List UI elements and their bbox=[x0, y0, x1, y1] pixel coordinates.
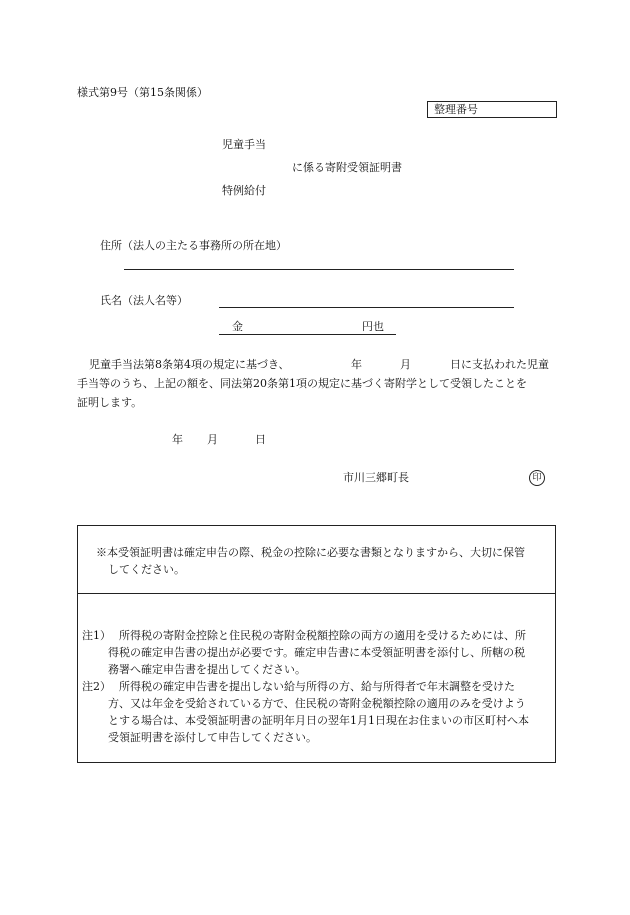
note-2-line-4: 受領証明書を添付して申告してください。 bbox=[108, 731, 317, 744]
body-line-1a: 児童手当法第8条第4項の規定に基づき、 bbox=[89, 358, 290, 371]
title-middle: に係る寄附受領証明書 bbox=[292, 161, 402, 174]
note-2-label: 注2） bbox=[82, 680, 111, 693]
seal-mark: 印 bbox=[529, 470, 545, 486]
notice-line-2: してください。 bbox=[108, 563, 185, 576]
name-label: 氏名（法人名等） bbox=[100, 294, 188, 307]
note-2-line-1: 所得税の確定申告書を提出しない給与所得の方、給与所得者で年末調整を受けた bbox=[119, 680, 515, 693]
notice-box bbox=[77, 525, 556, 763]
note-1-line-2: 得税の確定申告書の提出が必要です。確定申告書に本受領証明書を添付し、所轄の税 bbox=[108, 646, 526, 659]
body-line-3: 証明します。 bbox=[77, 396, 143, 409]
note-1-line-3: 務署へ確定申告書を提出してください。 bbox=[108, 663, 306, 676]
amount-line bbox=[219, 334, 396, 335]
body-line-1b: 日に支払われた児童 bbox=[450, 358, 549, 371]
note-1-label: 注1） bbox=[82, 629, 111, 642]
name-line bbox=[219, 307, 514, 308]
issuer-name: 市川三郷町長 bbox=[343, 471, 409, 484]
title-top: 児童手当 bbox=[222, 138, 266, 151]
body-year: 年 bbox=[351, 358, 362, 371]
seiri-bango-box bbox=[427, 101, 557, 118]
address-label: 住所（法人の主たる事務所の所在地） bbox=[100, 239, 287, 252]
body-line-2: 手当等のうち、上記の額を、同法第20条第1項の規定に基づく寄附学として受領したことを bbox=[77, 377, 527, 390]
date-day: 日 bbox=[255, 433, 266, 446]
amount-prefix: 金 bbox=[232, 320, 243, 333]
note-2-line-2: 方、又は年金を受給されている方で、住民税の寄附金税額控除の適用のみを受けよう bbox=[108, 697, 526, 710]
notice-divider bbox=[78, 593, 555, 594]
body-month: 月 bbox=[400, 358, 411, 371]
seiri-bango-label: 整理番号 bbox=[434, 103, 478, 116]
form-number: 様式第9号（第15条関係） bbox=[77, 86, 208, 99]
address-line bbox=[124, 269, 514, 270]
date-month: 月 bbox=[207, 433, 218, 446]
title-bottom: 特例給付 bbox=[222, 184, 266, 197]
note-1-line-1: 所得税の寄附金控除と住民税の寄附金税額控除の両方の適用を受けるためには、所 bbox=[119, 629, 526, 642]
notice-line-1: ※本受領証明書は確定申告の際、税金の控除に必要な書類となりますから、大切に保管 bbox=[96, 546, 525, 559]
date-year: 年 bbox=[172, 433, 183, 446]
note-2-line-3: とする場合は、本受領証明書の証明年月日の翌年1月1日現在お住まいの市区町村へ本 bbox=[108, 714, 529, 727]
amount-suffix: 円也 bbox=[362, 320, 384, 333]
